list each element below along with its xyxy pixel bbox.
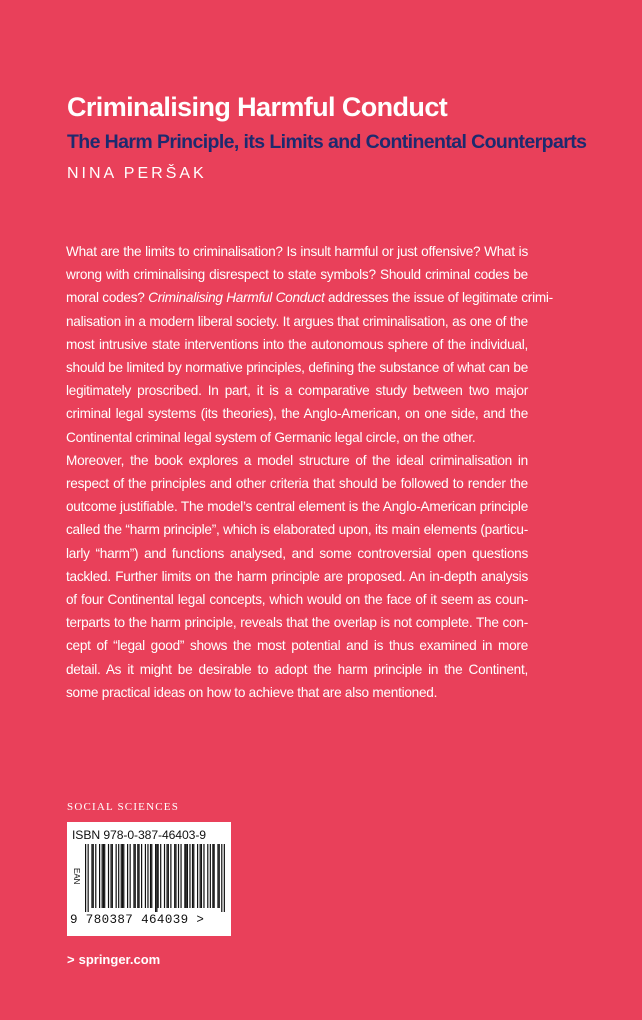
barcode-bar xyxy=(116,844,117,908)
barcode-bar xyxy=(150,844,151,908)
blurb-line: nalisation in a modern liberal society. It argues that criminalisation, as one of the xyxy=(66,313,528,329)
blurb-line: Continental criminal legal system of Germanic legal circle, on the other. xyxy=(66,429,476,445)
barcode-bar xyxy=(184,844,185,908)
blurb-line: legitimately proscribed. In part, it is a comparative study between two major xyxy=(66,383,528,399)
barcode-bar xyxy=(123,844,124,908)
barcode-bar xyxy=(168,844,169,908)
barcode-bar xyxy=(201,844,202,908)
ean-label: EAN xyxy=(72,868,81,885)
barcode-bar xyxy=(224,844,225,912)
barcode-bar xyxy=(193,844,194,908)
blurb-line: of four Continental legal concepts, which would on the face of it seem as coun- xyxy=(66,592,528,608)
blurb-line: Moreover, the book explores a model structure of the ideal criminalisation in xyxy=(66,452,528,468)
book-subtitle: The Harm Principle, its Limits and Continental Counterparts xyxy=(67,131,587,153)
blurb-line: wrong with criminalising disrespect to state symbols? Should criminal codes be xyxy=(66,267,528,283)
ean-digits: 9 780387 464039 > xyxy=(70,913,205,927)
isbn-barcode xyxy=(67,822,231,936)
barcode-bar xyxy=(99,844,100,908)
barcode-bar xyxy=(207,844,208,908)
barcode-bar xyxy=(137,844,138,908)
barcode-bar xyxy=(160,844,161,908)
barcode-bar xyxy=(88,844,89,912)
barcode-bar xyxy=(91,844,92,908)
barcode-bar xyxy=(203,844,204,908)
blurb-line: most intrusive state interventions into the autonomous sphere of the individual, xyxy=(66,336,528,352)
isbn-label: ISBN 978-0-387-46403-9 xyxy=(72,828,206,842)
barcode-bar xyxy=(85,844,86,912)
blurb-line: What are the limits to criminalisation? Is insult harmful or just offensive? What is xyxy=(66,244,528,259)
barcode-bar xyxy=(110,844,111,908)
barcode-bar xyxy=(155,844,156,912)
blurb-line: called the “harm principle”, which is elaborated upon, its main elements (particu- xyxy=(66,522,528,538)
barcode-bar xyxy=(170,844,171,908)
blurb-line: larly “harm”) and functions analysed, and some controversial open questions xyxy=(66,545,528,561)
barcode-bar xyxy=(178,844,179,908)
barcode-bar xyxy=(200,844,201,908)
website-label: springer.com xyxy=(78,952,161,967)
book-title: Criminalising Harmful Conduct xyxy=(67,92,448,122)
barcode-bar xyxy=(189,844,190,908)
barcode-bar xyxy=(141,844,142,908)
barcode-bar xyxy=(127,844,128,908)
barcode-bar xyxy=(145,844,146,908)
blurb-line: detail. As it might be desirable to adopt the harm principle in the Continent, xyxy=(66,661,528,677)
barcode-bar xyxy=(151,844,152,908)
barcode-bar xyxy=(180,844,181,908)
author-name: NINA PERŠAK xyxy=(67,165,207,182)
blurb-text xyxy=(66,240,553,704)
barcode-bar xyxy=(197,844,198,908)
barcode-bars xyxy=(85,844,225,912)
barcode-bar xyxy=(102,844,103,908)
blurb-line: should be limited by normative principles, defining the substance of what can be xyxy=(66,360,528,376)
barcode-bar xyxy=(158,844,159,908)
blurb-line: some practical ideas on how to achieve that are also mentioned. xyxy=(66,684,438,700)
barcode-bar xyxy=(221,844,222,912)
barcode-bar xyxy=(187,844,188,908)
barcode-bar xyxy=(112,844,113,908)
barcode-bar xyxy=(214,844,215,908)
barcode-bar xyxy=(219,844,220,908)
blurb-line: criminal legal systems (its theories), the Anglo-American, on one side, and the xyxy=(66,406,528,422)
barcode-bar xyxy=(130,844,131,908)
blurb-line: outcome justifiable. The model’s central element is the Anglo-American principle xyxy=(66,499,528,515)
barcode-bar xyxy=(138,844,139,908)
barcode-bar xyxy=(118,844,119,908)
subject-category: SOCIAL SCIENCES xyxy=(67,801,180,813)
barcode-bar xyxy=(122,844,123,908)
blurb-italic-title: Criminalising Harmful Conduct xyxy=(148,290,325,306)
barcode-bar xyxy=(147,844,148,908)
barcode-bar xyxy=(108,844,109,908)
barcode-bar xyxy=(156,844,157,912)
barcode-bar xyxy=(93,844,94,908)
barcode-bar xyxy=(164,844,165,908)
barcode-bar xyxy=(175,844,176,908)
barcode-bar xyxy=(210,844,211,908)
barcode-bar xyxy=(135,844,136,908)
barcode-bar xyxy=(212,844,213,908)
blurb-line: cept of “legal good” shows the most potential and is thus examined in more xyxy=(66,638,528,654)
barcode-bar xyxy=(95,844,96,908)
blurb-line: terparts to the harm principle, reveals that the overlap is not complete. The con- xyxy=(66,615,528,631)
barcode-bar xyxy=(121,844,122,908)
blurb-line: moral codes? Criminalising Harmful Conduct addresses the issue of legitimate crimi- xyxy=(66,290,553,306)
barcode-bar xyxy=(103,844,104,908)
barcode-bar xyxy=(133,844,134,908)
barcode-bar xyxy=(104,844,105,908)
blurb-line: respect of the principles and other criteria that should be followed to render the xyxy=(66,476,528,492)
barcode-bar xyxy=(186,844,187,908)
publisher-website[interactable] xyxy=(67,952,160,967)
barcode-bar xyxy=(192,844,193,908)
barcode-bar xyxy=(166,844,167,908)
blurb-line: tackled. Further limits on the harm principle are proposed. An in-depth analysis xyxy=(66,568,528,584)
barcode-bar xyxy=(174,844,175,908)
arrow-icon: > xyxy=(67,952,75,967)
barcode-bar xyxy=(217,844,218,908)
